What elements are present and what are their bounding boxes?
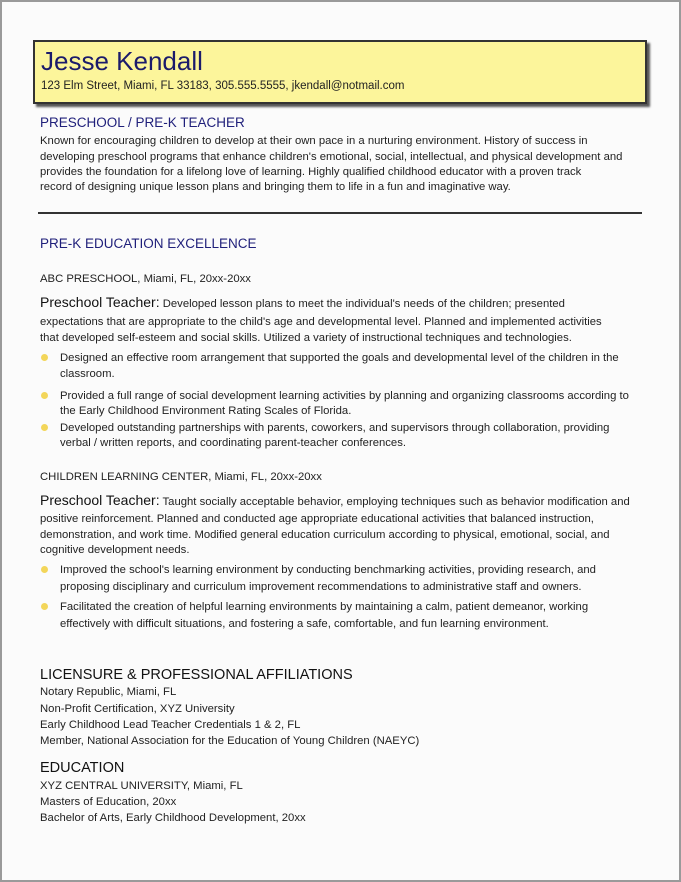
bullet-line: Developed outstanding partnerships with parents, coworkers, and supervisors through collaboration, providing — [60, 422, 610, 434]
summary-title: PRESCHOOL / PRE-K TEACHER — [40, 115, 245, 130]
bullet-line: proposing disciplinary and curriculum improvement recommendations to administrative staff and owners. — [60, 581, 582, 593]
resume-header — [33, 40, 647, 104]
education-item: XYZ CENTRAL UNIVERSITY, Miami, FL — [40, 780, 243, 792]
job-role: Preschool Teacher: — [40, 294, 160, 310]
job-description-line: positive reinforcement. Planned and conducted age appropriate educational activities that balanced instruction, — [40, 513, 594, 525]
job-description-line: expectations that are appropriate to the child's age and developmental level. Planned and implemented activities — [40, 316, 602, 328]
bullet-icon — [41, 424, 48, 431]
bullet-icon — [41, 354, 48, 361]
bullet-line: Facilitated the creation of helpful learning environments by maintaining a calm, patient demeanor, working — [60, 601, 589, 613]
licensure-item: Member, National Association for the Education of Young Children (NAEYC) — [40, 735, 420, 747]
job-description-line: cognitive development needs. — [40, 544, 190, 556]
education-item: Bachelor of Arts, Early Childhood Development, 20xx — [40, 812, 306, 824]
job-description-line — [40, 295, 565, 311]
candidate-name: Jesse Kendall — [41, 46, 203, 76]
bullet-icon — [41, 603, 48, 610]
summary-line: record of designing unique lesson plans and bringing them to life in a fun and imaginative way. — [40, 181, 511, 193]
employer: CHILDREN LEARNING CENTER, Miami, FL, 20xx-20xx — [40, 471, 322, 483]
bullet-line: verbal / written reports, and coordinating parent-teacher conferences. — [60, 437, 407, 449]
bullet-line: Designed an effective room arrangement that supported the goals and developmental level of the children in the — [60, 352, 619, 364]
bullet-line: effectively with difficult situations, and fostering a safe, comfortable, and fun learning environment. — [60, 618, 549, 630]
bullet-line: Improved the school's learning environment by conducting benchmarking activities, providing research, and — [60, 564, 596, 576]
summary-line: developing preschool programs that enhance children's emotional, social, intellectual, and physical development and — [40, 151, 623, 163]
employer: ABC PRESCHOOL, Miami, FL, 20xx-20xx — [40, 273, 251, 285]
bullet-line: classroom. — [60, 368, 115, 380]
education-title: EDUCATION — [40, 760, 125, 776]
job-description-line: demonstration, and work time. Modified general education curriculum according to physical, emotional, social, and — [40, 529, 610, 541]
contact-info: 123 Elm Street, Miami, FL 33183, 305.555.5555, jkendall@notmail.com — [41, 80, 405, 92]
bullet-icon — [41, 392, 48, 399]
summary-line: Known for encouraging children to develop at their own pace in a nurturing environment. History of success in — [40, 135, 588, 147]
licensure-item: Early Childhood Lead Teacher Credentials 1 & 2, FL — [40, 719, 301, 731]
bullet-icon — [41, 566, 48, 573]
licensure-item: Notary Republic, Miami, FL — [40, 686, 177, 698]
bullet-line: Provided a full range of social development learning activities by planning and organizing classrooms according to — [60, 390, 629, 402]
experience-title: PRE-K EDUCATION EXCELLENCE — [40, 236, 257, 251]
job-text: Developed lesson plans to meet the individual's needs of the children; presented — [159, 298, 565, 310]
job-role: Preschool Teacher: — [40, 492, 160, 508]
bullet-line: the Early Childhood Environment Rating Scales of Florida. — [60, 405, 352, 417]
job-description-line — [40, 493, 630, 509]
job-text: Taught socially acceptable behavior, employing techniques such as behavior modification and — [159, 496, 630, 508]
job-description-line: that developed self-esteem and social skills. Utilized a variety of instructional techniques and technologies. — [40, 332, 572, 344]
education-item: Masters of Education, 20xx — [40, 796, 177, 808]
licensure-item: Non-Profit Certification, XYZ University — [40, 703, 235, 715]
licensure-title: LICENSURE & PROFESSIONAL AFFILIATIONS — [40, 667, 353, 683]
divider — [38, 212, 642, 214]
summary-line: provides the foundation for a lifelong love of learning. Highly qualified childhood educator with a proven track — [40, 166, 582, 178]
